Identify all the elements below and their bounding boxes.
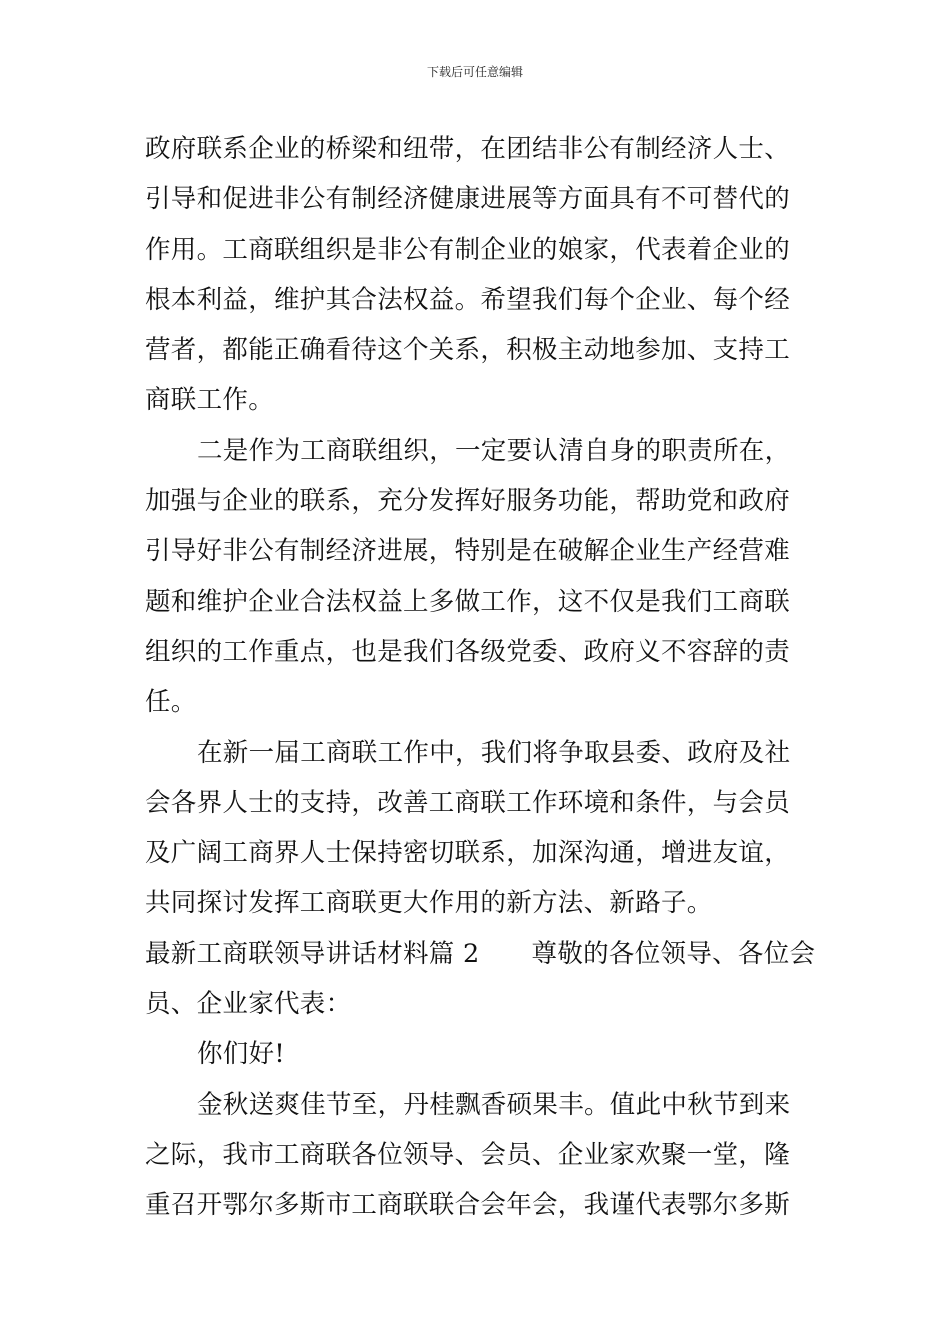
header-text: 下载后可任意编辑 [426, 65, 523, 79]
page-header [0, 64, 950, 80]
heading-line [145, 929, 816, 979]
text-line: 及广阔工商界人士保持密切联系，加深沟通，增进友谊， [145, 838, 791, 869]
paragraph-start-line: 二是作为工商联组织，一定要认清自身的职责所在， [197, 435, 791, 466]
text-line: 营者，都能正确看待这个关系，积极主动地参加、支持工 [145, 335, 791, 366]
text-line: 重召开鄂尔多斯市工商联联合会年会，我谨代表鄂尔多斯 [145, 1190, 791, 1221]
paragraph-start-line: 在新一届工商联工作中，我们将争取县委、政府及社 [197, 737, 791, 768]
section-heading: 最新工商联领导讲话材料篇 2 [145, 938, 480, 969]
paragraph-start-line: 金秋送爽佳节至，丹桂飘香硕果丰。值此中秋节到来 [197, 1089, 791, 1120]
text-line: 共同探讨发挥工商联更大作用的新方法、新路子。 [145, 888, 713, 919]
text-line: 加强与企业的联系，充分发挥好服务功能，帮助党和政府 [145, 486, 791, 517]
text-line: 商联工作。 [145, 385, 275, 416]
document-body [145, 124, 816, 1231]
text-line: 组织的工作重点，也是我们各级党委、政府义不容辞的责 [145, 636, 791, 667]
text-line: 根本利益，维护其合法权益。希望我们每个企业、每个经 [145, 284, 791, 315]
text-line: 会各界人士的支持，改善工商联工作环境和条件，与会员 [145, 787, 791, 818]
text-line: 引导好非公有制经济进展，特别是在破解企业生产经营难 [145, 536, 791, 567]
text-line: 引导和促进非公有制经济健康进展等方面具有不可替代的 [145, 184, 791, 215]
salutation-start: 尊敬的各位领导、各位会 [531, 938, 816, 969]
greeting-line: 你们好! [197, 1039, 285, 1070]
text-line: 题和维护企业合法权益上多做工作，这不仅是我们工商联 [145, 586, 791, 617]
text-line: 之际，我市工商联各位领导、会员、企业家欢聚一堂，隆 [145, 1139, 791, 1170]
text-line: 员、企业家代表： [145, 989, 352, 1020]
text-line: 作用。工商联组织是非公有制企业的娘家，代表着企业的 [145, 234, 791, 265]
text-line: 政府联系企业的桥梁和纽带，在团结非公有制经济人士、 [145, 134, 791, 164]
text-line: 任。 [145, 687, 197, 718]
